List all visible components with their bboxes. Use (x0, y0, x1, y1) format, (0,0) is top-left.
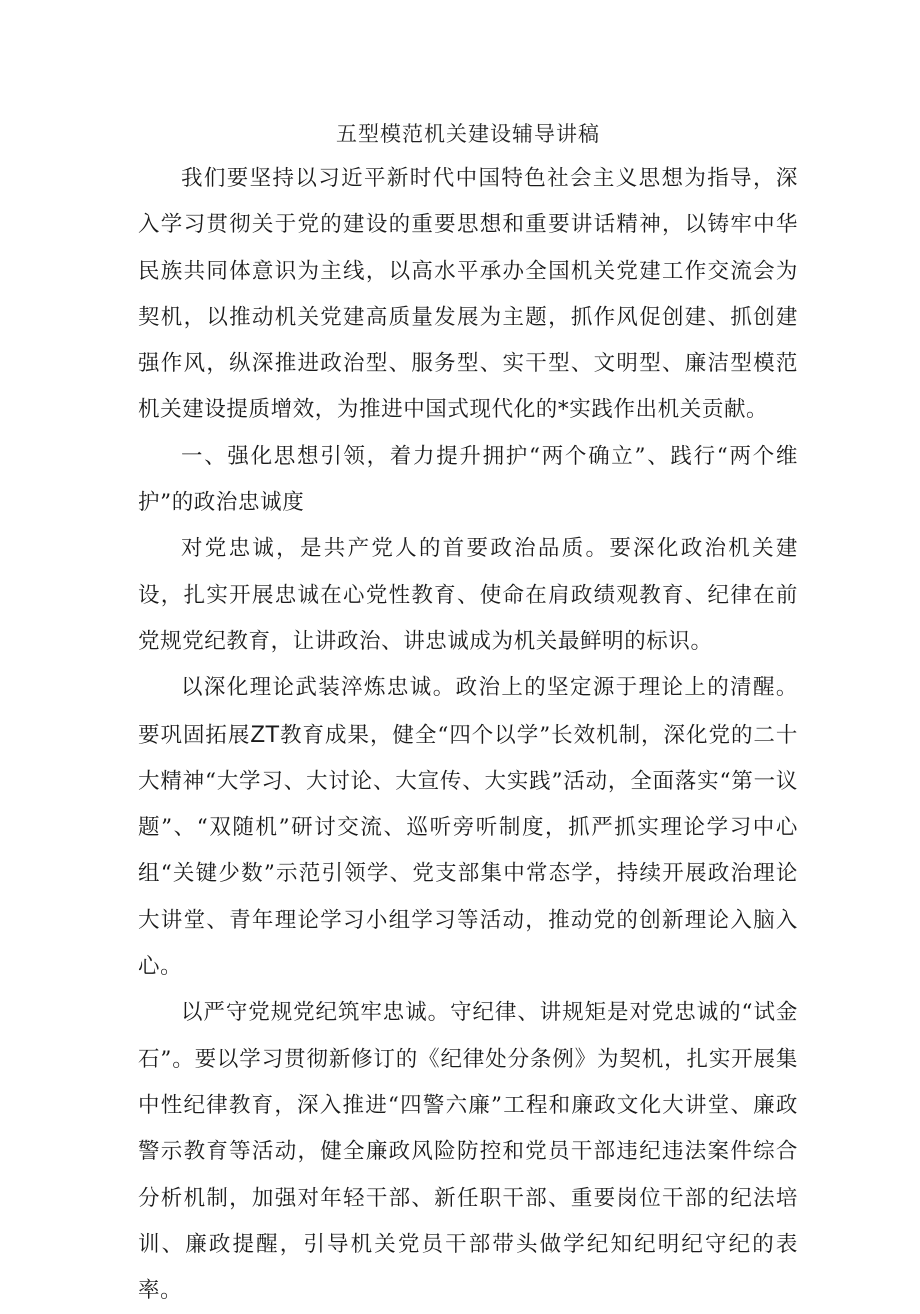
document-title: 五型模范机关建设辅导讲稿 (336, 122, 600, 146)
theory-text-before: 以深化理论武装淬炼忠诚。政治上的坚定源于理论上的清醒。要巩固拓展 (138, 675, 798, 748)
discipline-paragraph: 以严守党规党纪筑牢忠诚。守纪律、讲规矩是对党忠诚的“试金石”。要以学习贯彻新修订的《纪律处分条例》为契机，扎实开展集中性纪律教育，深入推进“四警六廉”工程和廉政文化大讲堂、廉政警示教育等活动，健全廉政风险防控和党员干部违纪违法案件综合分析机制，加强对年轻干部、新任职干部、重要岗位干部的纪法培训、廉政提醒，引导机关党员干部带头做学纪知纪明纪守纪的表率。 (138, 1000, 798, 1304)
section-body-paragraph: 对党忠诚，是共产党人的首要政治品质。要深化政治机关建设，扎实开展忠诚在心党性教育、使命在肩政绩观教育、纪律在前党规党纪教育，让讲政治、讲忠诚成为机关最鲜明的标识。 (138, 536, 798, 654)
section-heading: 一、强化思想引领，着力提升拥护“两个确立”、践行“两个维护”的政治忠诚度 (138, 443, 798, 516)
theory-text-after: 教育成果，健全“四个以学”长效机制，深化党的二十大精神“大学习、大讨论、大宣传、大实践”活动，全面落实“第一议题”、“双随机”研讨交流、巡听旁听制度，抓严抓实理论学习中心组“关键少数”示范引领学、党支部集中常态学，持续开展政治理论大讲堂、青年理论学习小组学习等活动，推动党的创新理论入脑入心。 (138, 722, 798, 980)
intro-paragraph: 我们要坚持以习近平新时代中国特色社会主义思想为指导，深入学习贯彻关于党的建设的重要思想和重要讲话精神，以铸牢中华民族共同体意识为主线，以高水平承办全国机关党建工作交流会为契机，以推动机关党建高质量发展为主题，抓作风促创建、抓创建强作风，纵深推进政治型、服务型、实干型、文明型、廉洁型模范机关建设提质增效，为推进中国式现代化的*实践作出机关贡献。 (138, 166, 798, 423)
theory-text-latin: ZT (250, 720, 280, 748)
document-page (138, 112, 798, 1314)
theory-paragraph (138, 665, 798, 990)
